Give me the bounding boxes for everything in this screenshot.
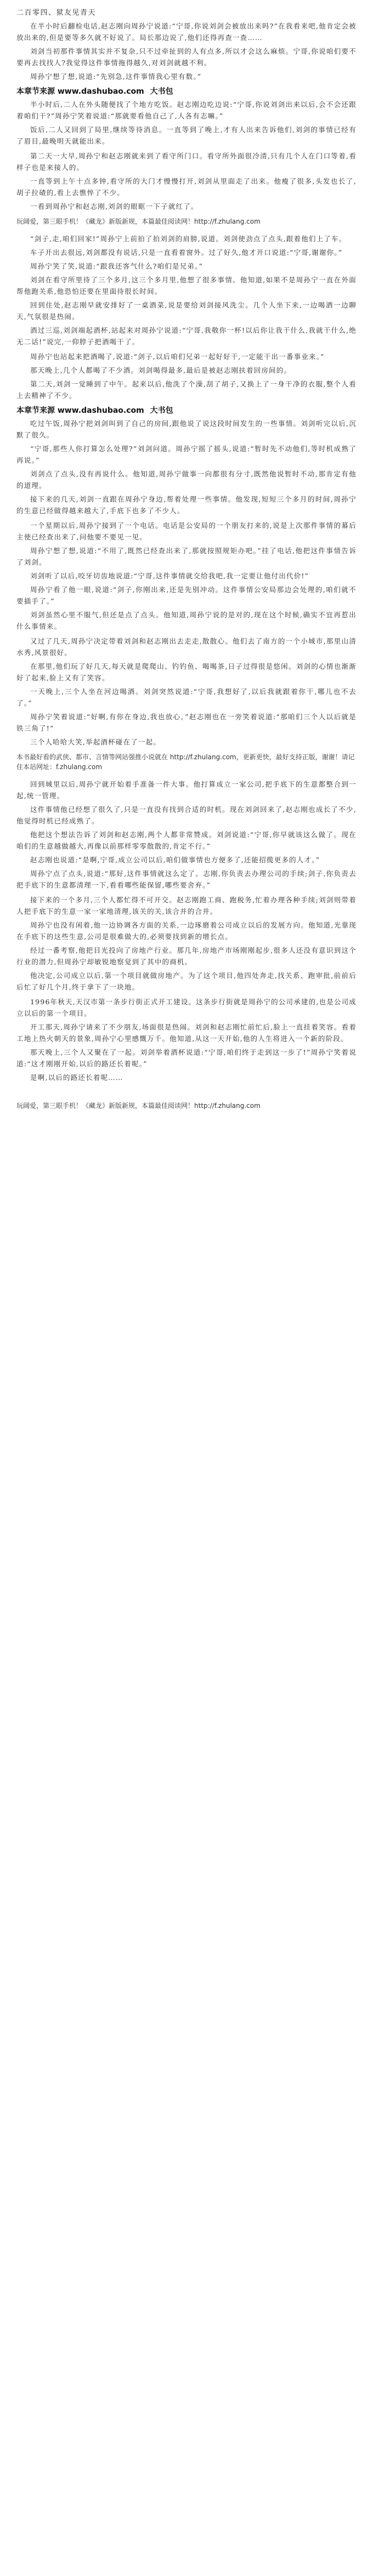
banner-url[interactable]: www.dashubao.com — [57, 87, 144, 96]
banner-site: 本章节来源 — [16, 87, 55, 96]
paragraph: 周孙宁想了想,说道:“不用了,既然已经查出来了,那就按照规矩办吧。”挂了电话,他把这件事情告诉了刘剑。 — [16, 547, 357, 566]
paragraph: 1996年秋天,天汉市第一条步行街正式开工建设。这条步行街就是周孙宁的公司承建的,也是公司成立以后的第一个项目。 — [16, 998, 357, 1017]
paragraph: 那天晚上,三个人又聚在了一起。刘剑举着酒杯说道:“宁哥,咱们终于走到这一步了!”周孙宁笑着说道:“这才刚刚开始,以后的路还长着呢。” — [16, 1048, 357, 1068]
promo-link[interactable]: 玩阔爱，第三眼手机！《藏龙》新版新规，本篇最佳阅读网！http://f.zhulang.com — [16, 1102, 261, 1110]
paragraph: 刘剑听了以后,咬牙切齿地说道:“宁哥,这件事情就交给我吧,我一定要让他付出代价!” — [30, 572, 309, 580]
paragraph: 三个人哈哈大笑,举起酒杯碰在了一起。 — [30, 738, 161, 746]
chapter-heading: 二百零四、狱友见青天 — [16, 9, 97, 17]
paragraph: 饭后,二人又回到了局里,继续等待消息。一直等到了晚上,才有人出来告诉他们,刘剑的事情已经有了眉目,最晚明天就能出来。 — [16, 126, 357, 145]
paragraph: 在半小时后翻检电话,赵志刚向周孙宁说道:“宁哥,你说刘剑会被放出来吗?”在我看来吧,他肯定会被放出来的,但是要等多久就不好说了。局长那边说了,他们还得再查一查…… — [16, 22, 357, 42]
paragraph: 周孙宁笑了笑,说道:“跟我还客气什么?咱们是兄弟。” — [30, 262, 204, 270]
promo-note — [16, 217, 357, 226]
paragraph: “剑子,走,咱们回家!”周孙宁上前拍了拍刘剑的肩膀,说道。刘剑使劲点了点头,跟着他们上了车。 — [30, 235, 347, 243]
paragraph: 一天晚上,三个人坐在河边喝酒。刘剑突然说道:“宁哥,我想好了,以后我就跟着你干,哪儿也不去了。” — [16, 687, 357, 707]
paragraph: 回到住处,赵志刚早就安排好了一桌酒菜,说是要给刘剑接风洗尘。几个人坐下来,一边喝酒一边聊天,气氛很是热闹。 — [16, 301, 357, 321]
paragraph: 这件事情他已经想了很久了,只是一直没有找到合适的时机。现在刘剑回来了,赵志刚也成长了不少,他觉得时机已经成熟了。 — [16, 805, 357, 825]
paragraph: 刘剑在看守所里待了三个多月,这三个多月里,他想了很多事情。他知道,如果不是周孙宁一直在外面帮他跑关系,他恐怕还要在里面待很长时间。 — [16, 276, 357, 295]
support-link[interactable]: 本书最好看的武侠、都市、言情等网站强推小说就在 http://f.zhulang.com，更新更快，最好支持正版，谢谢！请记住本站网址：f.zhulang.com — [16, 753, 355, 771]
paragraph: 吃过午饭,周孙宁把刘剑叫到了自己的房间,跟他说了说这段时间发生的一些事情。刘剑听完以后,沉默了很久。 — [16, 419, 357, 439]
paragraph: 周孙宁看了他一眼,说道:“剑子,你刚出来,还是先别冲动。这件事情公安局那边会处理的,咱们就不要插手了。” — [16, 585, 357, 605]
section-6 — [16, 635, 357, 748]
paragraph: 半小时后,二人在外头随便找了个地方吃饭。赵志刚边吃边说:“宁哥,你说刘剑出来以后,会不会还跟着咱们干?”周孙宁笑着说道:“那就要看他自己了,人各有志嘛。” — [16, 100, 357, 120]
banner-source: 大书包 — [150, 87, 173, 96]
paragraph: 刘剑点了点头,没有再说什么。他知道,周孙宁做事一向都很有分寸,既然他说暂时不动,那肯定有他的道理。 — [16, 470, 357, 490]
paragraph: 周孙宁点了点头,说道:“那好,这件事情就这么定了。志刚,你负责去办理公司的手续;剑子,你负责去把手底下的生意都清理一下,看看哪些能保留,哪些要舍弃。” — [16, 869, 357, 889]
paragraph: 在那里,他们玩了好几天,每天就是爬爬山、钓钓鱼、喝喝茶,日子过得很是悠闲。刘剑的心情也渐渐好了起来,脸上又有了笑容。 — [16, 662, 357, 682]
paragraph: “宁哥,那些人你打算怎么处理?”刘剑问道。周孙宁摇了摇头,说道:“暂时先不动他们,等时机成熟了再说。” — [16, 445, 357, 464]
document-page — [16, 5, 357, 1117]
paragraph: 经过一番考察,他把目光投向了房地产行业。那几年,房地产市场刚刚起步,很多人还没有意识到这个行业的潜力,但周孙宁却敏锐地察觉到了其中的商机。 — [16, 946, 357, 966]
section-9 — [16, 996, 357, 1083]
banner-site: 本章节来源 — [16, 406, 55, 415]
paragraph: 接下来的几天,刘剑一直跟在周孙宁身边,帮着处理一些事情。他发现,短短三个多月的时间,周孙宁的生意已经做得越来越大了,手底下也多了不少人。 — [16, 495, 357, 515]
paragraph: 酒过三巡,刘剑端起酒杯,站起来对周孙宁说道:“宁哥,我敬你一杯!以后你让我干什么,我就干什么,绝无二话!”说完,一仰脖子把酒喝干了。 — [16, 326, 357, 346]
section-5 — [16, 520, 357, 632]
section-4b — [16, 418, 357, 516]
section-4 — [16, 351, 357, 401]
promo-note-bottom — [16, 1101, 357, 1111]
paragraph: 刘剑虽然心里不服气,但还是点了点头。他知道,周孙宁说的是对的,现在这个时候,确实不宜再惹出什么事情来。 — [16, 611, 357, 630]
support-note — [16, 752, 357, 772]
section-2 — [16, 150, 357, 212]
section-7 — [16, 778, 357, 891]
paragraph: 周孙宁想了想,说道:“先别急,这件事情我心里有数。” — [30, 72, 202, 81]
source-banner — [16, 86, 357, 96]
paragraph: 周孙宁也没有闲着,他一边协调各方面的关系,一边琢磨着公司成立以后的发展方向。他知道,光靠现在手底下的这些生意,公司是很难做大的,必须要找到新的增长点。 — [16, 921, 357, 941]
paragraph: 周孙宁笑着说道:“好啊,有你在身边,我也放心。”赵志刚也在一旁笑着说道:“那咱们三个人以后就是铁三角了!” — [16, 713, 357, 732]
paragraph: 刘剑当初那件事情其实并不复杂,只不过牵扯到的人有点多,所以才会这么麻烦。宁哥,你说咱们要不要再去找找人?我觉得这件事情拖得越久,对刘剑就越不利。 — [16, 47, 357, 67]
promo-link[interactable]: 玩阔爱，第三眼手机！《藏龙》新版新规，本篇最佳阅读网！http://f.zhulang.com — [16, 218, 261, 225]
section-1b — [16, 99, 357, 147]
source-banner — [16, 405, 357, 416]
paragraph: 车子开出去很远,刘剑都没有说话,只是一直看着窗外。过了好久,他才开口说道:“宁哥,谢谢你。” — [30, 248, 343, 257]
paragraph: 又过了几天,周孙宁决定带着刘剑和赵志刚出去走走,散散心。他们去了南方的一个小城市,那里山清水秀,风景很好。 — [16, 637, 357, 657]
section-8 — [16, 894, 357, 993]
paragraph: 赵志刚也说道:“是啊,宁哥,成立公司以后,咱们做事情也方便多了,还能招揽更多的人才。” — [30, 856, 320, 864]
banner-source: 大书包 — [150, 406, 173, 415]
paragraph: 接下来的一个多月,三个人都忙得不可开交。赵志刚跑工商、跑税务,忙着办理各种手续;刘剑则带着人把手底下的生意一家一家地清理,该关的关,该合并的合并。 — [16, 896, 357, 915]
paragraph: 是啊,以后的路还长着呢…… — [30, 1073, 123, 1082]
paragraph: 一直等到上午十点多钟,看守所的大门才慢慢打开,刘剑从里面走了出来。他瘦了很多,头发也长了,胡子拉碴的,看上去憔悴了不少。 — [16, 177, 357, 197]
paragraph: 他决定,公司成立以后,第一个项目就做房地产。为了这个项目,他四处奔走,找关系、跑审批,前前后后忙了好几个月,终于拿下了一块地。 — [16, 971, 357, 991]
paragraph: 他把这个想法告诉了刘剑和赵志刚,两个人都非常赞成。刘剑说道:“宁哥,你早就该这么做了。现在咱们的生意越做越大,再像以前那样零零散散的,肯定不行。” — [16, 831, 357, 850]
paragraph: 一看到周孙宁和赵志刚,刘剑的眼眶一下子就红了。 — [30, 202, 199, 211]
section-1 — [16, 20, 357, 82]
paragraph: 一个星期以后,周孙宁接到了一个电话。电话是公安局的一个朋友打来的,说是上次那件事情的幕后主使已经查出来了,问他要不要见一见。 — [16, 521, 357, 541]
paragraph: 第二天,刘剑一觉睡到了中午。起来以后,他洗了个澡,刮了胡子,又换上了一身干净的衣服,整个人看上去精神了不少。 — [16, 380, 357, 400]
paragraph: 开工那天,周孙宁请来了不少朋友,场面很是热闹。刘剑和赵志刚忙前忙后,脸上一直挂着笑容。看着工地上热火朝天的景象,周孙宁心里感慨万千。他知道,从这一天开始,他的人生将进入一个新的阶段。 — [16, 1023, 357, 1043]
section-3 — [16, 233, 357, 348]
paragraph: 第二天一大早,周孙宁和赵志刚就来到了看守所门口。看守所外面很冷清,只有几个人在门口等着,看样子也是来接人的。 — [16, 152, 357, 172]
paragraph: 周孙宁也站起来把酒喝了,说道:“剑子,以后咱们兄弟一起好好干,一定能干出一番事业来。” — [30, 352, 325, 361]
paragraph: 回到城里以后,周孙宁就开始着手准备一件大事。他打算成立一家公司,把手底下的生意都整合到一起,统一管理。 — [16, 780, 357, 800]
paragraph: 那天晚上,几个人都喝了不少酒。刘剑喝得最多,最后是被赵志刚扶着回房间的。 — [30, 366, 292, 374]
banner-url[interactable]: www.dashubao.com — [57, 406, 144, 415]
